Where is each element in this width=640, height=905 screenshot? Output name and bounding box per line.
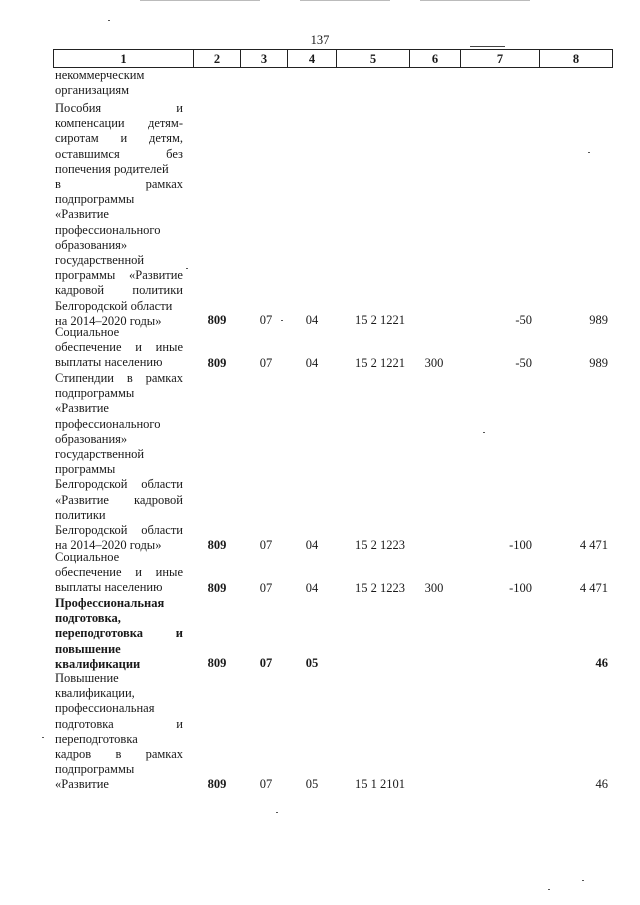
- cell-section: 07: [259, 656, 273, 670]
- cell-total: 46: [595, 656, 608, 670]
- row-description: Социальное обеспечение и иные выплаты населению: [55, 325, 183, 370]
- cell-total: 4 471: [579, 538, 608, 552]
- cell-total: 989: [589, 356, 608, 370]
- scan-speck: [483, 432, 485, 433]
- cell-target-item: 15 2 1223: [355, 581, 405, 595]
- cell-target-item: 15 2 1221: [355, 356, 405, 370]
- scan-rule: [470, 46, 505, 47]
- cell-subsection: 04: [305, 538, 319, 552]
- cell-target-item: 15 1 2101: [355, 777, 405, 791]
- row-description: Стипендии в рамках подпрограммы «Развитие профессионального образования» государственной программы Белгородской области «Развитие кадровой политики Белгородской области на 2014–2020 годы»: [55, 371, 183, 553]
- cell-section: 07: [259, 777, 273, 791]
- scan-rule: [140, 0, 260, 1]
- row-description: Повышение квалификации, профессиональная подготовка и переподготовка кадров в рамках подпрограммы «Развитие: [55, 671, 183, 792]
- cell-subsection: 04: [305, 313, 319, 327]
- cell-subsection: 05: [305, 656, 319, 670]
- cell-code: 809: [207, 538, 227, 552]
- cell-section: 07: [259, 581, 273, 595]
- cell-code: 809: [207, 356, 227, 370]
- header-cell: 7: [460, 49, 540, 68]
- page-number: 137: [310, 33, 330, 47]
- cell-section: 07: [259, 538, 273, 552]
- cell-code: 809: [207, 777, 227, 791]
- cell-subsection: 04: [305, 356, 319, 370]
- scan-speck: [548, 889, 550, 890]
- cell-code: 809: [207, 656, 227, 670]
- cell-change: -50: [515, 313, 532, 327]
- header-cell: 3: [240, 49, 288, 68]
- cell-section: 07: [259, 356, 273, 370]
- header-cell: 8: [539, 49, 613, 68]
- scan-rule: [420, 0, 530, 1]
- header-cell: 6: [409, 49, 461, 68]
- header-cell: 5: [336, 49, 410, 68]
- scan-speck: [42, 737, 44, 738]
- row-description: Профессиональная подготовка, переподготовка и повышение квалификации: [55, 596, 183, 671]
- cell-section: 07: [259, 313, 273, 327]
- cell-target-item: 15 2 1223: [355, 538, 405, 552]
- header-cell: 1: [53, 49, 194, 68]
- cell-change: -100: [509, 581, 532, 595]
- row-description: некоммерческим организациям: [55, 68, 145, 98]
- cell-total: 4 471: [579, 581, 608, 595]
- cell-code: 809: [207, 581, 227, 595]
- scan-speck: [186, 268, 188, 269]
- scan-speck: [108, 20, 110, 21]
- cell-target-item: 15 2 1221: [355, 313, 405, 327]
- cell-expense-type: 300: [424, 581, 444, 595]
- cell-change: -50: [515, 356, 532, 370]
- scan-speck: [281, 320, 283, 321]
- cell-change: -100: [509, 538, 532, 552]
- row-description: Пособия и компенсации детям- сиротам и детям, оставшимся без попечения родителей в рамках подпрограммы «Развитие профессионального образования» государственной программы «Развитие кадровой политики Белгородской области на 2014–2020 годы»: [55, 101, 183, 328]
- scan-speck: [588, 152, 590, 153]
- cell-subsection: 05: [305, 777, 319, 791]
- scan-rule: [300, 0, 390, 1]
- cell-total: 989: [589, 313, 608, 327]
- row-description: Социальное обеспечение и иные выплаты населению: [55, 550, 183, 595]
- header-cell: 4: [287, 49, 337, 68]
- header-cell: 2: [193, 49, 241, 68]
- scan-speck: [582, 880, 584, 881]
- scan-speck: [276, 812, 278, 813]
- cell-subsection: 04: [305, 581, 319, 595]
- cell-code: 809: [207, 313, 227, 327]
- cell-expense-type: 300: [424, 356, 444, 370]
- cell-total: 46: [595, 777, 608, 791]
